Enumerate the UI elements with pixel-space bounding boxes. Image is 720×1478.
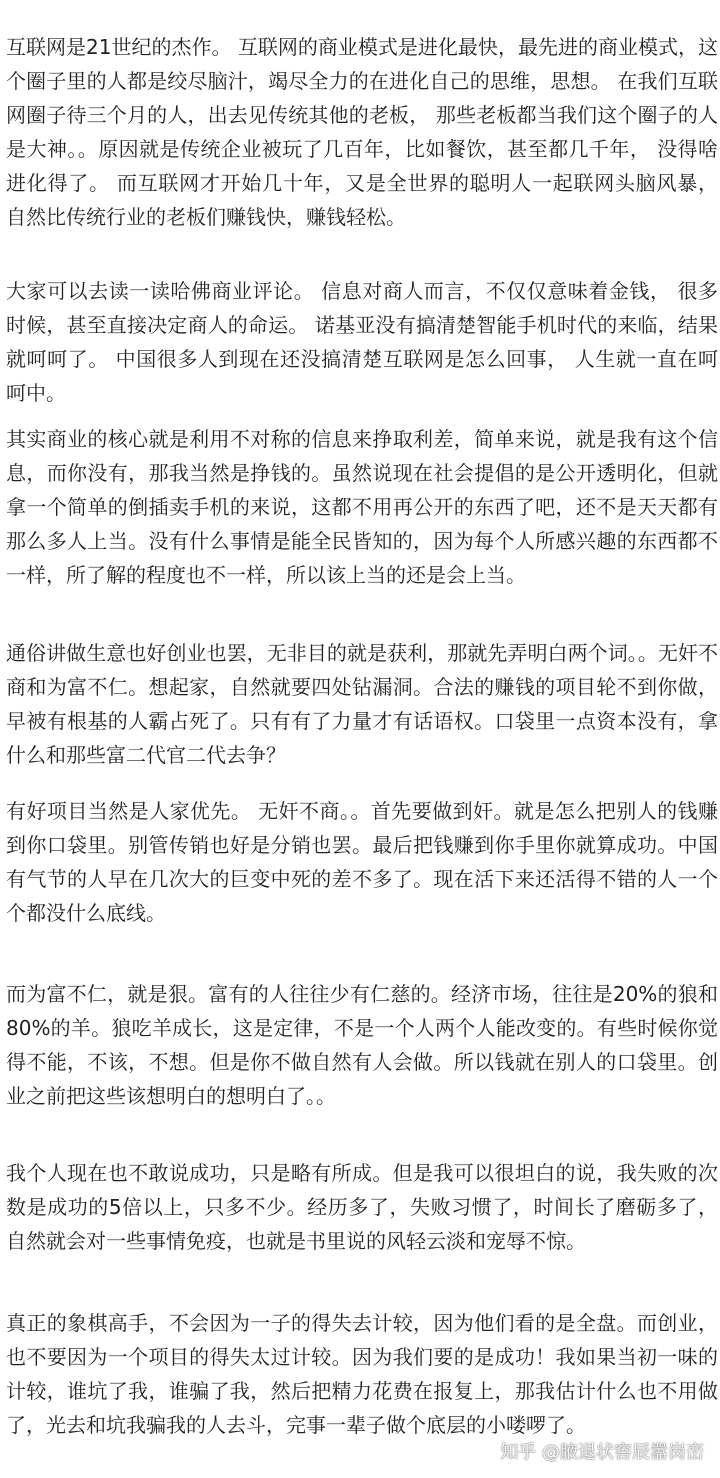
- paragraph-7: 我个人现在也不敢说成功，只是略有所成。但是我可以很坦白的说，我失败的次数是成功的5倍以上，只多不少。经历多了，失败习惯了，时间长了磨砺多了，自然就会对一些事情免疫，也就是书里说的风轻云淡和宠辱不惊。: [6, 1161, 718, 1253]
- paragraph-5: 有好项目当然是人家优先。 无奸不商。。首先要做到奸。就是怎么把别人的钱赚到你口袋里。别管传销也好是分销也罢。最后把钱赚到你手里你就算成功。中国有气节的人早在几次大的巨变中死的差不多了。现在活下来还活得不错的人一个个都没什么底线。: [6, 799, 718, 925]
- paragraph-6: 而为富不仁，就是狠。富有的人往往少有仁慈的。经济市场，往往是20%的狼和80%的羊。狼吃羊成长，这是定律，不是一个人两个人能改变的。有些时候你觉得不能，不该，不想。但是你不做自然有人会做。所以钱就在别人的口袋里。创业之前把这些该想明白的想明白了。。: [6, 982, 718, 1108]
- paragraph-4: 通俗讲做生意也好创业也罢，无非目的就是获利，那就先弄明白两个词。。无奸不商和为富不仁。想起家，自然就要四处钻漏洞。合法的赚钱的项目轮不到你做，早被有根基的人霸占死了。只有有了力量才有话语权。口袋里一点资本没有，拿什么和那些富二代官二代去争？: [6, 641, 718, 767]
- paragraph-2: 大家可以去读一读哈佛商业评论。 信息对商人而言，不仅仅意味着金钱， 很多时候，甚至直接决定商人的命运。 诺基亚没有搞清楚智能手机时代的来临，结果就呵呵了。 中国很多人到现在还没搞清楚互联网是怎么回事， 人生就一直在呵呵中。: [6, 279, 718, 405]
- paragraph-8: 真正的象棋高手，不会因为一子的得失去计较，因为他们看的是全盘。而创业，也不要因为一个项目的得失太过计较。因为我们要的是成功！我如果当初一味的计较，谁坑了我，谁骗了我，然后把精力花费在报复上，那我估计什么也不用做了，光去和坑我骗我的人去斗，完事一辈子做个底层的小喽啰了。: [6, 1311, 718, 1437]
- paragraph-1: 互联网是21世纪的杰作。 互联网的商业模式是进化最快，最先进的商业模式，这个圈子里的人都是绞尽脑汁，竭尽全力的在进化自己的思维，思想。 在我们互联网圈子待三个月的人，出去见传统其他的老板， 那些老板都当我们这个圈子的人是大神。。原因就是传统企业被玩了几百年，比如餐饮，甚至都几千年， 没得啥进化得了。 而互联网才开始几十年，又是全世界的聪明人一起联网头脑风暴， 自然比传统行业的老板们赚钱快，赚钱轻松。: [6, 35, 718, 229]
- paragraph-3: 其实商业的核心就是利用不对称的信息来挣取利差，简单来说，就是我有这个信息，而你没有，那我当然是挣钱的。虽然说现在社会提倡的是公开透明化，但就拿一个简单的倒插卖手机的来说，这都不用再公开的东西了吧，还不是天天都有那么多人上当。没有什么事情是能全民皆知的，因为每个人所感兴趣的东西都不一样，所了解的程度也不一样，所以该上当的还是会上当。: [6, 427, 718, 587]
- zhihu-watermark: 知乎 @腋退状窖辰嚣岗峦: [500, 1442, 704, 1463]
